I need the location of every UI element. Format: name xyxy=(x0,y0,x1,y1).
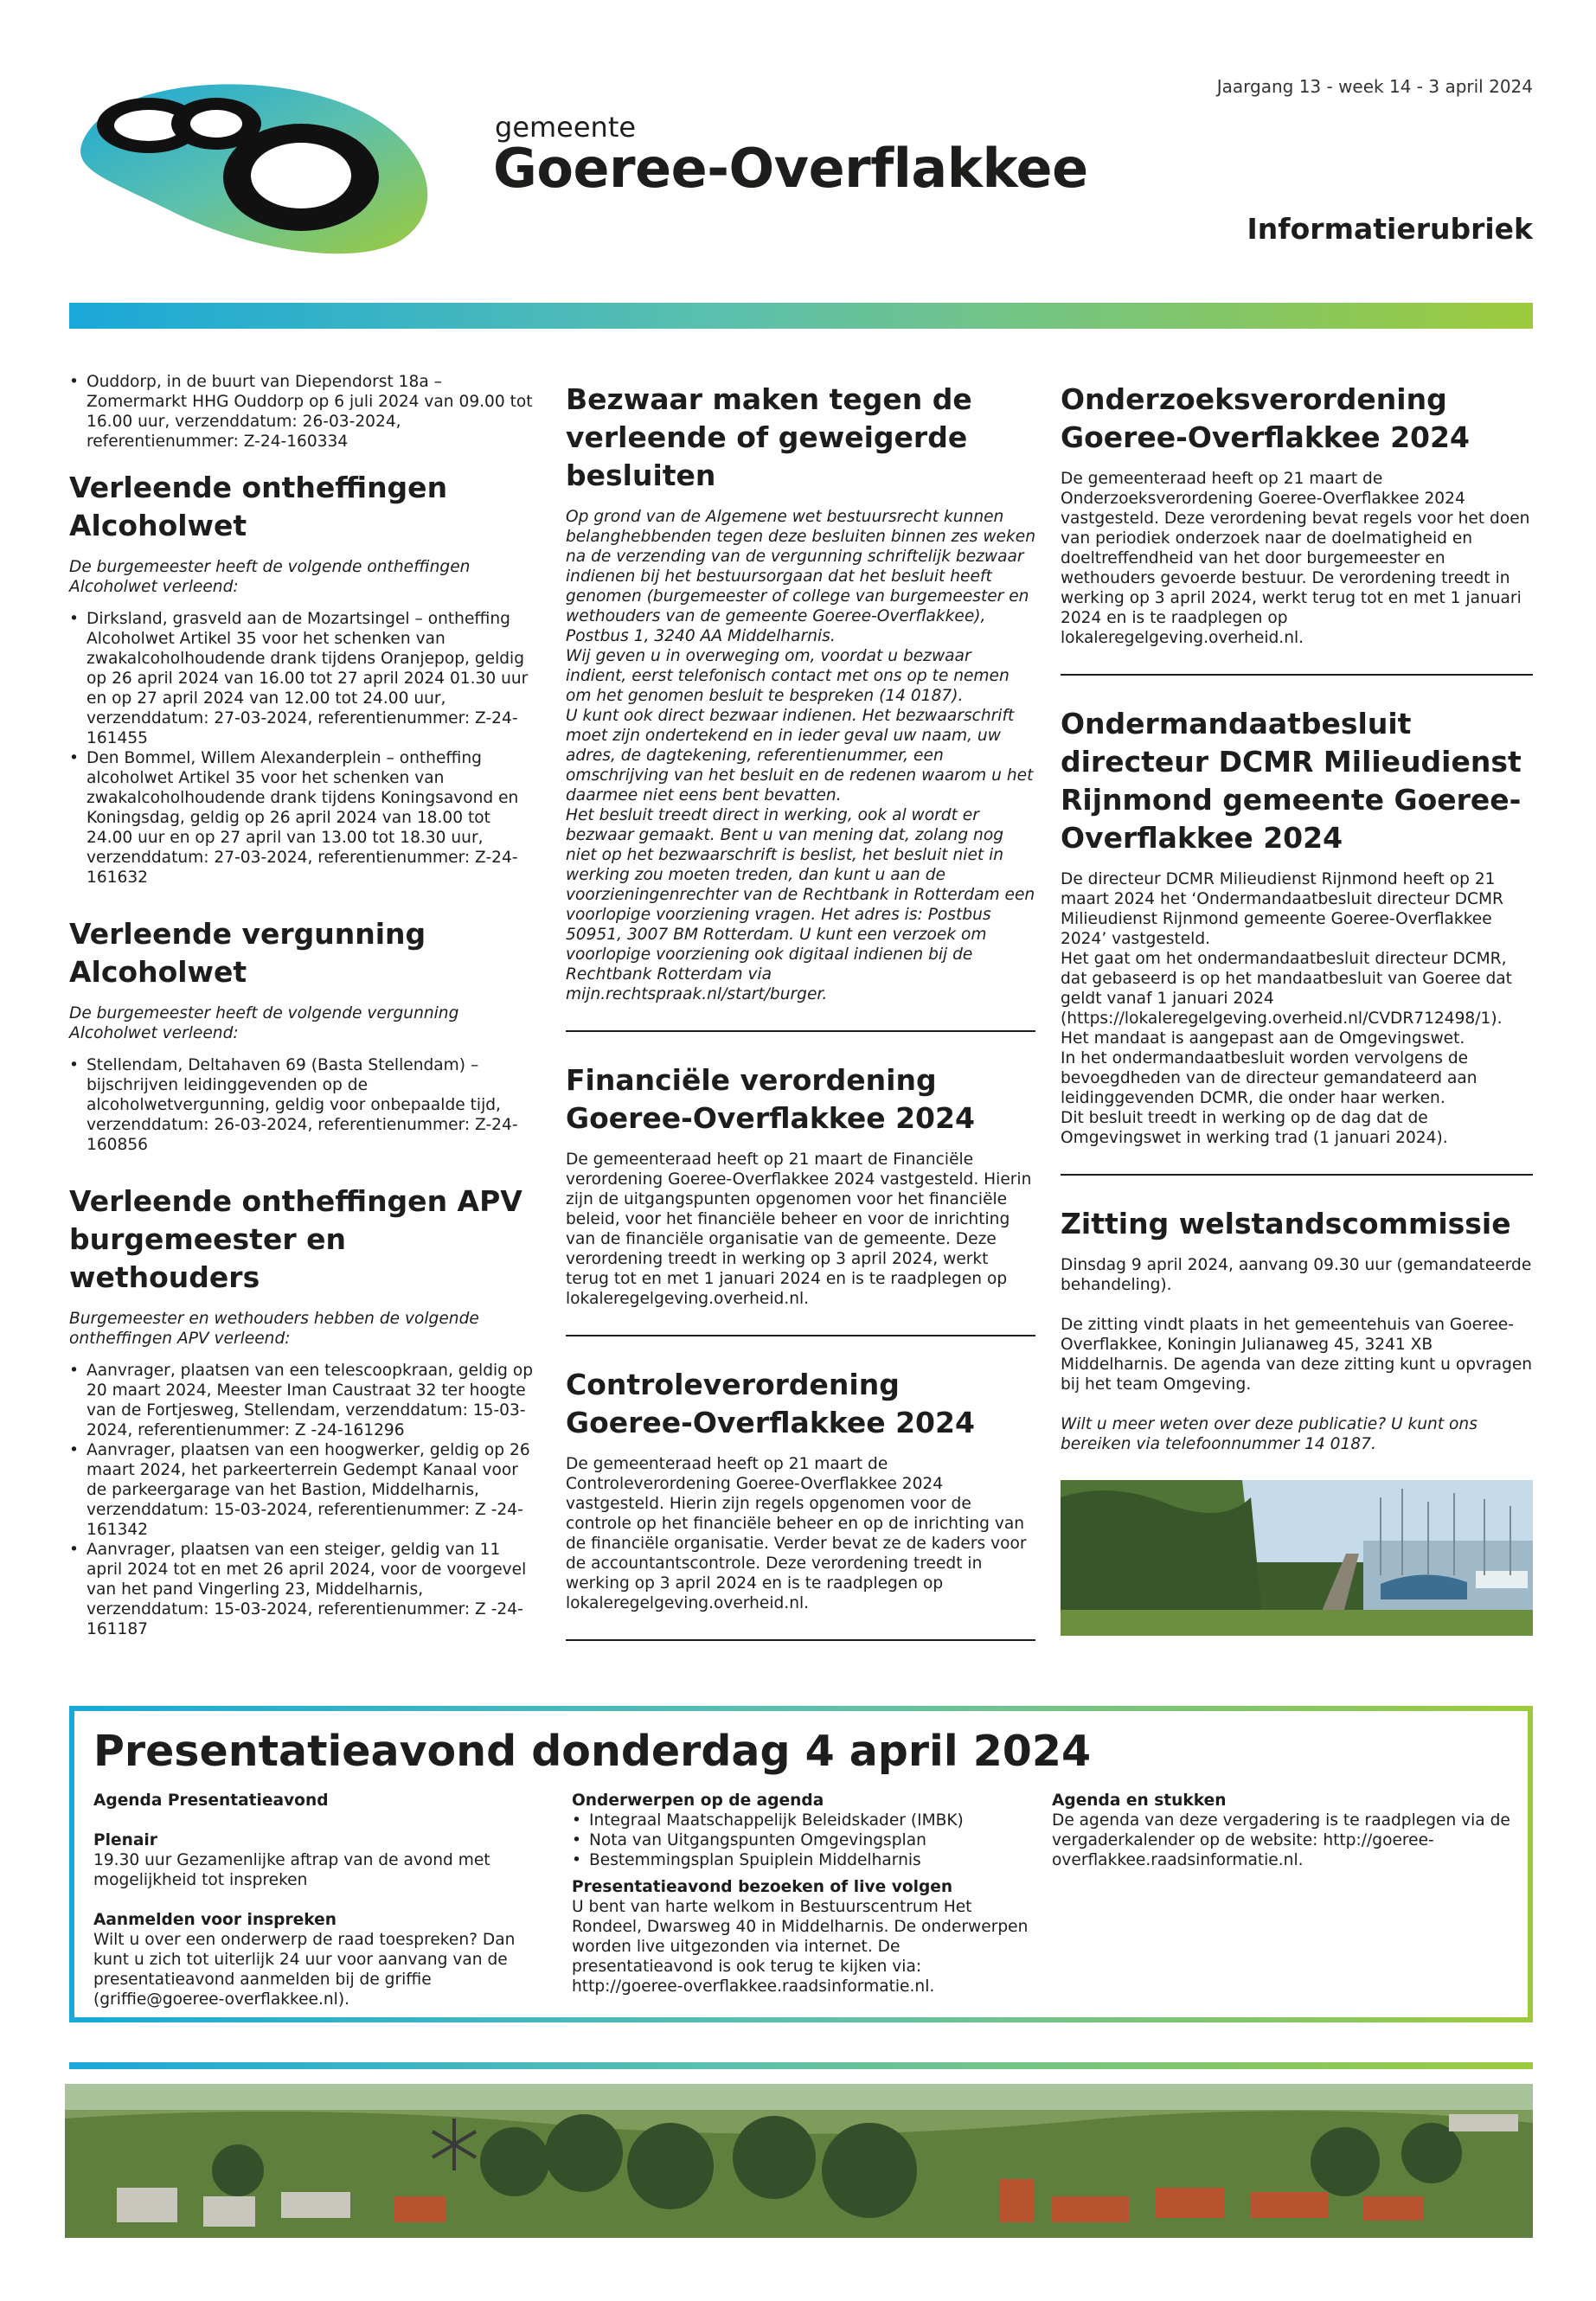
subheading: Aanmelden voor inspreken xyxy=(93,1911,337,1929)
subheading: Presentatieavond bezoeken of live volgen xyxy=(572,1878,953,1896)
issue-info: Jaargang 13 - week 14 - 3 april 2024 xyxy=(1216,76,1533,97)
paragraph: De gemeenteraad heeft op 21 maart de Controleverordening Goeree-Overflakkee 2024 vastgesteld. Hierin zijn regels opgenomen voor de controle op het financiële beheer en op de inrichting van de financiële organisatie. Verder bevat ze de kaders voor de accountantscontrole. Deze verordening treedt in werking op 3 april 2024 en is te raadplegen op lokaleregelgeving.overheid.nl. xyxy=(566,1455,1027,1612)
harbor-photo xyxy=(1061,1480,1533,1636)
section-intro: Burgemeester en wethouders hebben de volgende ontheffingen APV verleend: xyxy=(69,1310,479,1348)
paragraph: Wij geven u in overweging om, voordat u bezwaar indient, eerst telefonisch contact met ons op te nemen om het genomen besluit te bespreken (14 0187). xyxy=(566,647,1010,705)
subheading: Plenair xyxy=(93,1831,157,1849)
header-gradient-bar xyxy=(69,303,1533,329)
paragraph: 19.30 uur Gezamenlijke aftrap van de avond met mogelijkheid tot inspreken xyxy=(93,1851,490,1889)
footer-gradient-bar xyxy=(69,2062,1533,2069)
list-item: • Aanvrager, plaatsen van een steiger, geldig van 11 april 2024 tot en met 26 april 2024, voor de voorgevel van het pand Vingerling 23, Middelharnis, verzenddatum: 15-03-2024, referentienummer: Z -24-161187 xyxy=(69,1540,536,1639)
paragraph: Wilt u over een onderwerp de raad toespreken? Dan kunt u zich tot uiterlijk 24 uur voor aanvang van de presentatieavond aanmelden bij de griffie (griffie@goeree-overflakkee.nl). xyxy=(93,1931,516,2009)
paragraph: Dinsdag 9 april 2024, aanvang 09.30 uur (gemandateerde behandeling). xyxy=(1061,1256,1532,1294)
list-item: • Stellendam, Deltahaven 69 (Basta Stellendam) – bijschrijven leidinggevenden op de alcoholwetvergunning, geldig voor onbepaalde tijd, verzenddatum: 26-03-2024, referentienummer: Z-24-160856 xyxy=(69,1055,536,1155)
section-title: Verleende ontheffingen APV burgemeester en wethouders xyxy=(69,1184,522,1294)
divider xyxy=(1061,674,1533,676)
list-item: • Aanvrager, plaatsen van een hoogwerker, geldig op 26 maart 2024, het parkeerterrein Gedempt Kanaal voor de parkeergarage van het Bastion, Middelharnis, verzenddatum: 15-03-2024, referentienummer: Z -24-161342 xyxy=(69,1440,536,1540)
brand-title: Goeree-Overflakkee xyxy=(493,137,1088,200)
paragraph: U bent van harte welkom in Bestuurscentrum Het Rondeel, Dwarsweg 40 in Middelharnis. De onderwerpen worden live uitgezonden via internet. De presentatieavond is ook terug te kijken via: http://goeree-overflakkee.raadsinformatie.nl. xyxy=(572,1898,1029,1996)
paragraph: U kunt ook direct bezwaar indienen. Het bezwaarschrift moet zijn ondertekend en in ieder geval uw naam, uw adres, de dagtekening, referentienummer, een omschrijving van het besluit en de redenen waarom u het daarmee niet eens bent bevatten. xyxy=(566,707,1034,804)
topics-column xyxy=(572,1791,1030,1997)
paragraph: De agenda van deze vergadering is te raadplegen via de vergaderkalender op de website: http://goeree-overflakkee.raadsinformatie.nl. xyxy=(1052,1811,1510,1869)
section-title: Controleverordening Goeree-Overflakkee 2024 xyxy=(566,1368,975,1439)
brand-subtitle: gemeente xyxy=(495,111,637,144)
paragraph: Wilt u meer weten over deze publicatie? U kunt ons bereiken via telefoonnummer 14 0187. xyxy=(1061,1415,1477,1453)
divider xyxy=(566,1335,1035,1336)
section-title: Verleende vergunning Alcoholwet xyxy=(69,917,426,989)
column-1 xyxy=(69,372,536,1639)
column-heading: Agenda Presentatieavond xyxy=(93,1791,329,1810)
column-heading: Agenda en stukken xyxy=(1052,1791,1227,1810)
lead-list xyxy=(69,372,536,452)
documents-column xyxy=(1052,1791,1510,1870)
section-title: Verleende ontheffingen Alcoholwet xyxy=(69,471,448,542)
permit-list xyxy=(69,609,536,888)
paragraph: Op grond van de Algemene wet bestuursrecht kunnen belanghebbenden tegen deze besluiten binnen zes weken na de verzending van de vergunning schriftelijk bezwaar indienen bij het bestuursorgaan dat het besluit heeft genomen (burgemeester of college van burgemeester en wethouders van de gemeente Goeree-Overflakkee), Postbus 1, 3240 AA Middelharnis. xyxy=(566,508,1035,645)
rubric-label: Informatierubriek xyxy=(1247,212,1533,246)
column-2 xyxy=(566,372,1035,1670)
paragraph: De gemeenteraad heeft op 21 maart de Financiële verordening Goeree-Overflakkee 2024 vastgesteld. Hierin zijn de uitgangspunten opgenomen voor het financiële beleid, voor het financiële beheer en voor de inrichting van de financiële organisatie van de gemeente. Deze verordening treedt in werking op 3 april 2024, werkt terug tot en met 1 januari 2024 en is te raadplegen op lokaleregelgeving.overheid.nl. xyxy=(566,1150,1032,1308)
divider xyxy=(566,1639,1035,1641)
topics-list xyxy=(572,1811,1030,1870)
paragraph: De gemeenteraad heeft op 21 maart de Onderzoeksverordening Goeree-Overflakkee 2024 vastgesteld. Deze verordening bevat regels voor het doen van periodiek onderzoek naar de doelmatigheid en doeltreffendheid van het door burgemeester en wethouders gevoerde bestuur. De verordening treedt in werking op 3 april 2024, werkt terug tot en met 1 januari 2024 en is te raadplegen op lokaleregelgeving.overheid.nl. xyxy=(1061,470,1530,647)
list-item: • Aanvrager, plaatsen van een telescoopkraan, geldig op 20 maart 2024, Meester Iman Caustraat 32 ter hoogte van de Fortjesweg, Stellendam, verzenddatum: 15-03-2024, referentienummer: Z -24-161296 xyxy=(69,1361,536,1440)
paragraph: Het besluit treedt direct in werking, ook al wordt er bezwaar gemaakt. Bent u van mening dat, zolang nog niet op het bezwaarschrift is beslist, het besluit niet in werking zou moeten treden, dan kunt u aan de voorzieningenrechter van de Rechtbank in Rotterdam een voorlopige voorziening vragen. Het adres is: Postbus 50951, 3007 BM Rotterdam. U kunt een verzoek om voorlopige voorziening ook digitaal indienen bij de Rechtbank Rotterdam via mijn.rechtspraak.nl/start/burger. xyxy=(566,806,1035,1003)
section-intro: De burgemeester heeft de volgende ontheffingen Alcoholwet verleend: xyxy=(69,558,471,596)
permit-list xyxy=(69,1361,536,1639)
municipality-logo xyxy=(69,74,450,255)
column-3 xyxy=(1061,372,1533,1641)
presentation-box xyxy=(69,1706,1533,2022)
paragraph: In het ondermandaatbesluit worden vervolgens de bevoegdheden van de directeur gemandateerd aan leidinggevenden DCMR, die onder haar werken. xyxy=(1061,1049,1477,1107)
section-title: Financiële verordening Goeree-Overflakkee 2024 xyxy=(566,1063,975,1135)
section-title: Ondermandaatbesluit directeur DCMR Milieudienst Rijnmond gemeente Goeree-Overflakkee 2024 xyxy=(1061,707,1522,855)
paragraph: Het gaat om het ondermandaatbesluit directeur DCMR, dat gebaseerd is op het mandaatbesluit van Goeree dat geldt vanaf 1 januari 2024 (https://lokaleregelgeving.overheid.nl/CVDR712498/1). Het mandaat is aangepast aan de Omgevingswet. xyxy=(1061,950,1512,1048)
list-item: • Dirksland, grasveld aan de Mozartsingel – ontheffing Alcoholwet Artikel 35 voor het schenken van zwakalcoholhoudende drank tijdens Oranjepop, geldig op 26 april 2024 van 16.00 tot 27 april 2024 01.30 uur en op 27 april 2024 van 12.00 tot 24.00 uur, verzenddatum: 27-03-2024, referentienummer: Z-24-161455 xyxy=(69,609,536,748)
paragraph: De directeur DCMR Milieudienst Rijnmond heeft op 21 maart 2024 het ‘Ondermandaatbesluit directeur DCMR Milieudienst Rijnmond gemeente Goeree-Overflakkee 2024’ vastgesteld. xyxy=(1061,870,1503,948)
list-item: • Den Bommel, Willem Alexanderplein – ontheffing alcoholwet Artikel 35 voor het schenken van zwakalcoholhoudende drank tijdens Koningsavond en Koningsdag, geldig op 26 april 2024 van 18.00 tot 24.00 uur en op 27 april van 13.00 tot 18.30 uur, verzenddatum: 27-03-2024, referentienummer: Z-24-161632 xyxy=(69,748,536,888)
paragraph: Dit besluit treedt in werking op de dag dat de Omgevingswet in werking trad (1 januari 2024). xyxy=(1061,1109,1448,1147)
section-title: Zitting welstandscommissie xyxy=(1061,1207,1511,1240)
list-item: • Integraal Maatschappelijk Beleidskader (IMBK) xyxy=(572,1811,1030,1830)
permit-list xyxy=(69,1055,536,1155)
column-heading: Onderwerpen op de agenda xyxy=(572,1791,824,1810)
list-item: • Ouddorp, in de buurt van Diependorst 18a – Zomermarkt HHG Ouddorp op 6 juli 2024 van 09.00 tot 16.00 uur, verzenddatum: 26-03-2024, referentienummer: Z-24-160334 xyxy=(69,372,536,452)
agenda-column xyxy=(93,1791,543,2009)
list-item: • Nota van Uitgangspunten Omgevingsplan xyxy=(572,1830,1030,1850)
divider xyxy=(1061,1174,1533,1176)
section-title: Bezwaar maken tegen de verleende of geweigerde besluiten xyxy=(566,382,972,492)
presentation-title: Presentatieavond donderdag 4 april 2024 xyxy=(93,1727,1092,1776)
section-title: Onderzoeksverordening Goeree-Overflakkee 2024 xyxy=(1061,382,1470,454)
section-intro: De burgemeester heeft de volgende vergunning Alcoholwet verleend: xyxy=(69,1004,459,1042)
aerial-village-photo xyxy=(65,2084,1533,2238)
paragraph: De zitting vindt plaats in het gemeentehuis van Goeree-Overflakkee, Koningin Julianaweg 45, 3241 XB Middelharnis. De agenda van deze zitting kunt u opvragen bij het team Omgeving. xyxy=(1061,1316,1533,1394)
divider xyxy=(566,1030,1035,1032)
list-item: • Bestemmingsplan Spuiplein Middelharnis xyxy=(572,1850,1030,1870)
